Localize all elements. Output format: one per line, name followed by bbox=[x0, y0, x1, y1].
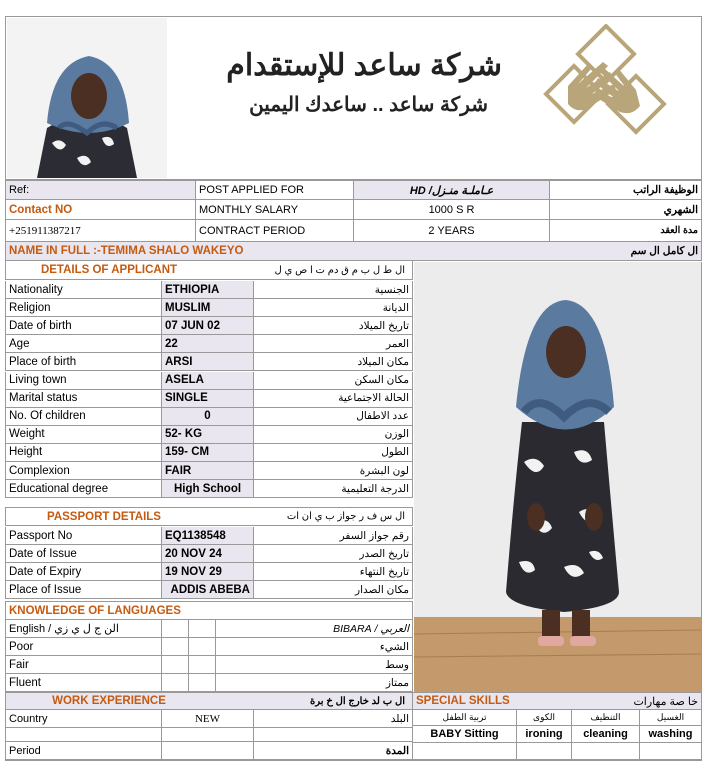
applicant-row-value-text: 0 bbox=[204, 410, 211, 423]
applicant-row-label bbox=[5, 281, 162, 299]
contract-ar-cell bbox=[550, 220, 702, 242]
applicant-row-label-text: No. Of children bbox=[9, 410, 86, 423]
applicant-row-label bbox=[5, 480, 162, 498]
passport-section-header bbox=[5, 507, 413, 526]
phone-number: +251911387217 bbox=[9, 224, 81, 237]
language-level-ar-text: وسط bbox=[385, 658, 409, 671]
country-value-cell bbox=[162, 710, 254, 728]
languages-section-title: KNOWLEDGE OF LANGUAGES bbox=[9, 604, 181, 617]
applicant-row-ar bbox=[254, 281, 413, 299]
language-level-label-text: Fair bbox=[9, 658, 29, 671]
contract-ar: مدة العقد bbox=[660, 225, 698, 236]
skills-section-title: SPECIAL SKILLS bbox=[416, 695, 510, 707]
arabic-label: العربي / BIBARA bbox=[333, 622, 409, 635]
skill-label-text: washing bbox=[648, 728, 693, 740]
applicant-row-ar-text: الدرجة التعليمية bbox=[341, 482, 409, 495]
period-ar: المدة bbox=[385, 744, 409, 757]
skill-label-ar bbox=[413, 710, 517, 726]
arabic-label-cell bbox=[216, 620, 413, 638]
applicant-row-value-text: 159- CM bbox=[165, 446, 210, 459]
applicant-row-value-text: High School bbox=[173, 482, 242, 495]
passport-row-ar bbox=[254, 581, 413, 599]
applicant-row-label bbox=[5, 462, 162, 480]
name-full-row bbox=[5, 242, 702, 261]
passport-row-label bbox=[5, 563, 162, 581]
contact-cell bbox=[5, 200, 196, 220]
country-ar-cell bbox=[254, 710, 413, 728]
applicant-row-ar-text: الجنسية bbox=[374, 283, 409, 296]
applicant-row-value-text: 22 bbox=[165, 337, 178, 350]
applicant-row-label bbox=[5, 317, 162, 335]
passport-row-ar bbox=[254, 545, 413, 563]
language-checkbox-english[interactable] bbox=[162, 674, 189, 692]
passport-row-value bbox=[162, 527, 254, 545]
applicant-section-header bbox=[5, 261, 413, 280]
language-level-ar bbox=[216, 638, 413, 656]
full-body-figure-icon bbox=[414, 262, 702, 692]
applicant-row-ar bbox=[254, 390, 413, 408]
applicant-row-value-text: MUSLIM bbox=[165, 301, 211, 314]
salary-ar-cell bbox=[550, 200, 702, 220]
post-applied-ar-cell bbox=[550, 180, 702, 200]
name-full-ar: ال كامل ال سم bbox=[630, 245, 698, 257]
applicant-row-label-text: Nationality bbox=[9, 283, 63, 296]
country-value: NEW bbox=[194, 712, 221, 725]
passport-section-title: PASSPORT DETAILS bbox=[47, 510, 161, 523]
applicant-row-label bbox=[5, 426, 162, 444]
language-level-ar-text: ممتاز bbox=[385, 676, 409, 689]
applicant-row-label bbox=[5, 372, 162, 390]
applicant-row-value bbox=[162, 408, 254, 426]
applicant-row-ar bbox=[254, 480, 413, 498]
skill-label bbox=[517, 726, 572, 743]
skill-label-ar-text: تربية الطفل bbox=[442, 712, 487, 722]
skill-label-text: ironing bbox=[525, 728, 563, 740]
post-applied-value: عـاملـة منـزل/ HD bbox=[409, 184, 494, 197]
skills-section-header bbox=[413, 692, 702, 710]
applicant-row-value bbox=[162, 390, 254, 408]
language-checkbox-english[interactable] bbox=[162, 656, 189, 674]
post-applied-label-cell bbox=[196, 180, 354, 200]
experience-blank-3 bbox=[254, 728, 413, 742]
contract-value: 2 YEARS bbox=[428, 224, 475, 237]
applicant-row-value-text: SINGLE bbox=[165, 392, 208, 405]
applicant-section-title: DETAILS OF APPLICANT bbox=[40, 264, 178, 276]
english-label: English / الن ج ل ي زي bbox=[9, 623, 119, 635]
experience-section-header bbox=[5, 692, 413, 710]
applicant-row-label bbox=[5, 353, 162, 371]
skill-label-ar bbox=[517, 710, 572, 726]
applicant-row-ar bbox=[254, 462, 413, 480]
contract-label: CONTRACT PERIOD bbox=[199, 224, 306, 237]
skill-checkbox-baby-sitting[interactable] bbox=[413, 743, 517, 760]
languages-section-header bbox=[5, 601, 413, 620]
period-ar-cell bbox=[254, 742, 413, 760]
applicant-row-label-text: Educational degree bbox=[9, 482, 109, 495]
ref-cell bbox=[5, 180, 196, 200]
applicant-row-ar bbox=[254, 426, 413, 444]
passport-row-value bbox=[162, 563, 254, 581]
applicant-row-value bbox=[162, 317, 254, 335]
passport-row-value-text: 20 NOV 24 bbox=[165, 547, 222, 560]
language-level-ar bbox=[216, 674, 413, 692]
experience-section-title-ar: ال ب لد خارج ال خ برة bbox=[310, 695, 405, 707]
contract-value-cell bbox=[354, 220, 550, 242]
language-level-label bbox=[5, 674, 162, 692]
applicant-row-value-text: 07 JUN 02 bbox=[165, 319, 220, 332]
applicant-row-label-text: Date of birth bbox=[9, 319, 72, 332]
salary-ar: الشهري bbox=[663, 203, 698, 216]
applicant-row-value-text: 52- KG bbox=[165, 428, 203, 441]
language-level-label-text: Poor bbox=[9, 640, 34, 653]
applicant-row-label bbox=[5, 299, 162, 317]
applicant-row-ar-text: مكان الميلاد bbox=[357, 355, 409, 368]
passport-row-label-text: Passport No bbox=[9, 529, 73, 542]
language-checkbox-arabic[interactable] bbox=[189, 674, 216, 692]
english-label-cell bbox=[5, 620, 162, 638]
language-checkbox-arabic[interactable] bbox=[189, 656, 216, 674]
passport-row-ar-text: تاريخ الصدر bbox=[359, 547, 409, 560]
language-level-ar-text: الشيء bbox=[379, 640, 409, 653]
applicant-row-ar-text: تاريخ الميلاد bbox=[358, 319, 409, 332]
contract-label-cell bbox=[196, 220, 354, 242]
country-label-cell bbox=[5, 710, 162, 728]
passport-row-label-text: Date of Expiry bbox=[9, 565, 82, 578]
name-full: NAME IN FULL :-TEMIMA SHALO WAKEYO bbox=[9, 245, 244, 257]
company-logo bbox=[518, 24, 686, 144]
applicant-row-ar-text: عدد الاطفال bbox=[356, 410, 409, 423]
experience-blank-2 bbox=[162, 728, 254, 742]
lang-box-english-2 bbox=[189, 620, 216, 638]
applicant-full-photo bbox=[414, 262, 702, 692]
applicant-row-value bbox=[162, 372, 254, 390]
passport-row-value-text: 19 NOV 29 bbox=[165, 565, 222, 578]
skill-label-ar bbox=[640, 710, 702, 726]
passport-row-value-text: ADDIS ABEBA bbox=[170, 583, 250, 596]
applicant-row-ar bbox=[254, 372, 413, 390]
lang-box-english-1 bbox=[162, 620, 189, 638]
post-applied-label: POST APPLIED FOR bbox=[199, 184, 304, 196]
phone-cell bbox=[5, 220, 196, 242]
country-label: Country bbox=[9, 712, 48, 725]
skill-label-ar-text: الغسيل bbox=[656, 712, 685, 722]
company-slogan-arabic: شركة ساعد .. ساعدك اليمين bbox=[249, 94, 488, 116]
applicant-row-value-text: ARSI bbox=[165, 355, 193, 368]
skill-label-ar-text: الكوى bbox=[533, 712, 555, 722]
applicant-row-value bbox=[162, 353, 254, 371]
passport-row-value bbox=[162, 581, 254, 599]
language-checkbox-english[interactable] bbox=[162, 638, 189, 656]
applicant-row-label-text: Marital status bbox=[9, 392, 78, 405]
period-value-cell bbox=[162, 742, 254, 760]
skill-label-ar bbox=[572, 710, 640, 726]
passport-row-label-text: Place of Issue bbox=[9, 583, 82, 596]
applicant-row-value-text: ASELA bbox=[165, 374, 204, 386]
post-applied-value-cell bbox=[354, 180, 550, 200]
applicant-row-value bbox=[162, 299, 254, 317]
contact-label: Contact NO bbox=[9, 203, 73, 216]
period-label-cell bbox=[5, 742, 162, 760]
applicant-row-label bbox=[5, 408, 162, 426]
helping-hands-logo-icon bbox=[518, 24, 686, 144]
applicant-row-ar bbox=[254, 299, 413, 317]
applicant-row-ar-text: لون البشرة bbox=[359, 464, 409, 477]
applicant-row-value bbox=[162, 444, 254, 462]
applicant-row-value bbox=[162, 281, 254, 299]
applicant-row-value bbox=[162, 335, 254, 353]
language-level-label bbox=[5, 656, 162, 674]
experience-blank-1 bbox=[5, 728, 162, 742]
skill-label-text: BABY Sitting bbox=[430, 728, 499, 740]
language-checkbox-arabic[interactable] bbox=[189, 638, 216, 656]
skill-label bbox=[572, 726, 640, 743]
applicant-row-label-text: Complexion bbox=[9, 464, 70, 477]
applicant-row-ar-text: العمر bbox=[385, 337, 409, 350]
applicant-row-label-text: Age bbox=[9, 337, 30, 350]
country-ar: البلد bbox=[390, 712, 409, 725]
company-name-arabic: شركة ساعد للإستقدام bbox=[226, 49, 502, 82]
passport-row-ar-text: تاريخ النتهاء bbox=[359, 565, 409, 578]
applicant-row-value-text: FAIR bbox=[165, 464, 192, 477]
salary-value: 1000 S R bbox=[428, 203, 475, 216]
skill-label-text: cleaning bbox=[583, 728, 628, 740]
applicant-row-ar-text: الديانة bbox=[382, 301, 409, 314]
post-applied-ar: الوظيفة الراتب bbox=[633, 184, 698, 196]
applicant-row-label bbox=[5, 444, 162, 462]
salary-label-cell bbox=[196, 200, 354, 220]
applicant-row-label bbox=[5, 335, 162, 353]
salary-value-cell bbox=[354, 200, 550, 220]
applicant-row-value bbox=[162, 426, 254, 444]
period-label: Period bbox=[9, 744, 41, 757]
salary-label: MONTHLY SALARY bbox=[199, 203, 299, 216]
passport-row-label-text: Date of Issue bbox=[9, 547, 77, 560]
skills-section-title-ar: خا صة مهارات bbox=[633, 695, 698, 708]
experience-section-title: WORK EXPERIENCE bbox=[52, 695, 166, 707]
applicant-row-value bbox=[162, 462, 254, 480]
skill-label bbox=[413, 726, 517, 743]
language-level-label-text: Fluent bbox=[9, 676, 41, 689]
skill-checkbox-cleaning[interactable] bbox=[572, 743, 640, 760]
applicant-row-ar bbox=[254, 317, 413, 335]
applicant-row-ar bbox=[254, 353, 413, 371]
ref-label: Ref: bbox=[9, 184, 30, 196]
applicant-row-ar bbox=[254, 444, 413, 462]
passport-row-ar bbox=[254, 527, 413, 545]
passport-row-ar-text: رقم جواز السفر bbox=[339, 529, 409, 542]
passport-row-value bbox=[162, 545, 254, 563]
skill-checkbox-washing[interactable] bbox=[640, 743, 702, 760]
applicant-row-label-text: Place of birth bbox=[9, 355, 77, 368]
applicant-row-ar-text: مكان السكن bbox=[354, 374, 409, 386]
passport-row-label bbox=[5, 545, 162, 563]
applicant-portrait-photo bbox=[7, 18, 167, 178]
applicant-row-value-text: ETHIOPIA bbox=[165, 283, 220, 296]
applicant-section-title-ar: ال ط ل ب م ق دم ت ا ص ي ل bbox=[274, 264, 405, 276]
skill-checkbox-ironing[interactable] bbox=[517, 743, 572, 760]
passport-row-ar bbox=[254, 563, 413, 581]
passport-row-label bbox=[5, 527, 162, 545]
passport-row-label bbox=[5, 581, 162, 599]
passport-section-title-ar: ال س ف ر جواز ب ي ان ات bbox=[286, 511, 405, 522]
applicant-row-label bbox=[5, 390, 162, 408]
passport-row-value-text: EQ1138548 bbox=[165, 529, 226, 542]
applicant-row-ar-text: الحالة الاجتماعية bbox=[338, 392, 409, 405]
skill-label-ar-text: التنظيف bbox=[590, 712, 621, 722]
applicant-row-label-text: Height bbox=[9, 446, 43, 459]
applicant-row-ar bbox=[254, 408, 413, 426]
applicant-row-label-text: Living town bbox=[9, 374, 67, 386]
applicant-row-ar-text: الطول bbox=[381, 446, 409, 459]
applicant-row-label-text: Weight bbox=[9, 428, 45, 441]
applicant-row-ar bbox=[254, 335, 413, 353]
applicant-row-value bbox=[162, 480, 254, 498]
applicant-row-ar-text: الوزن bbox=[384, 428, 409, 441]
skill-label bbox=[640, 726, 702, 743]
language-level-ar bbox=[216, 656, 413, 674]
applicant-row-label-text: Religion bbox=[9, 301, 51, 314]
portrait-figure-icon bbox=[7, 18, 167, 178]
passport-row-ar-text: مكان الصدار bbox=[355, 583, 409, 596]
bottom-border bbox=[5, 760, 702, 761]
language-level-label bbox=[5, 638, 162, 656]
